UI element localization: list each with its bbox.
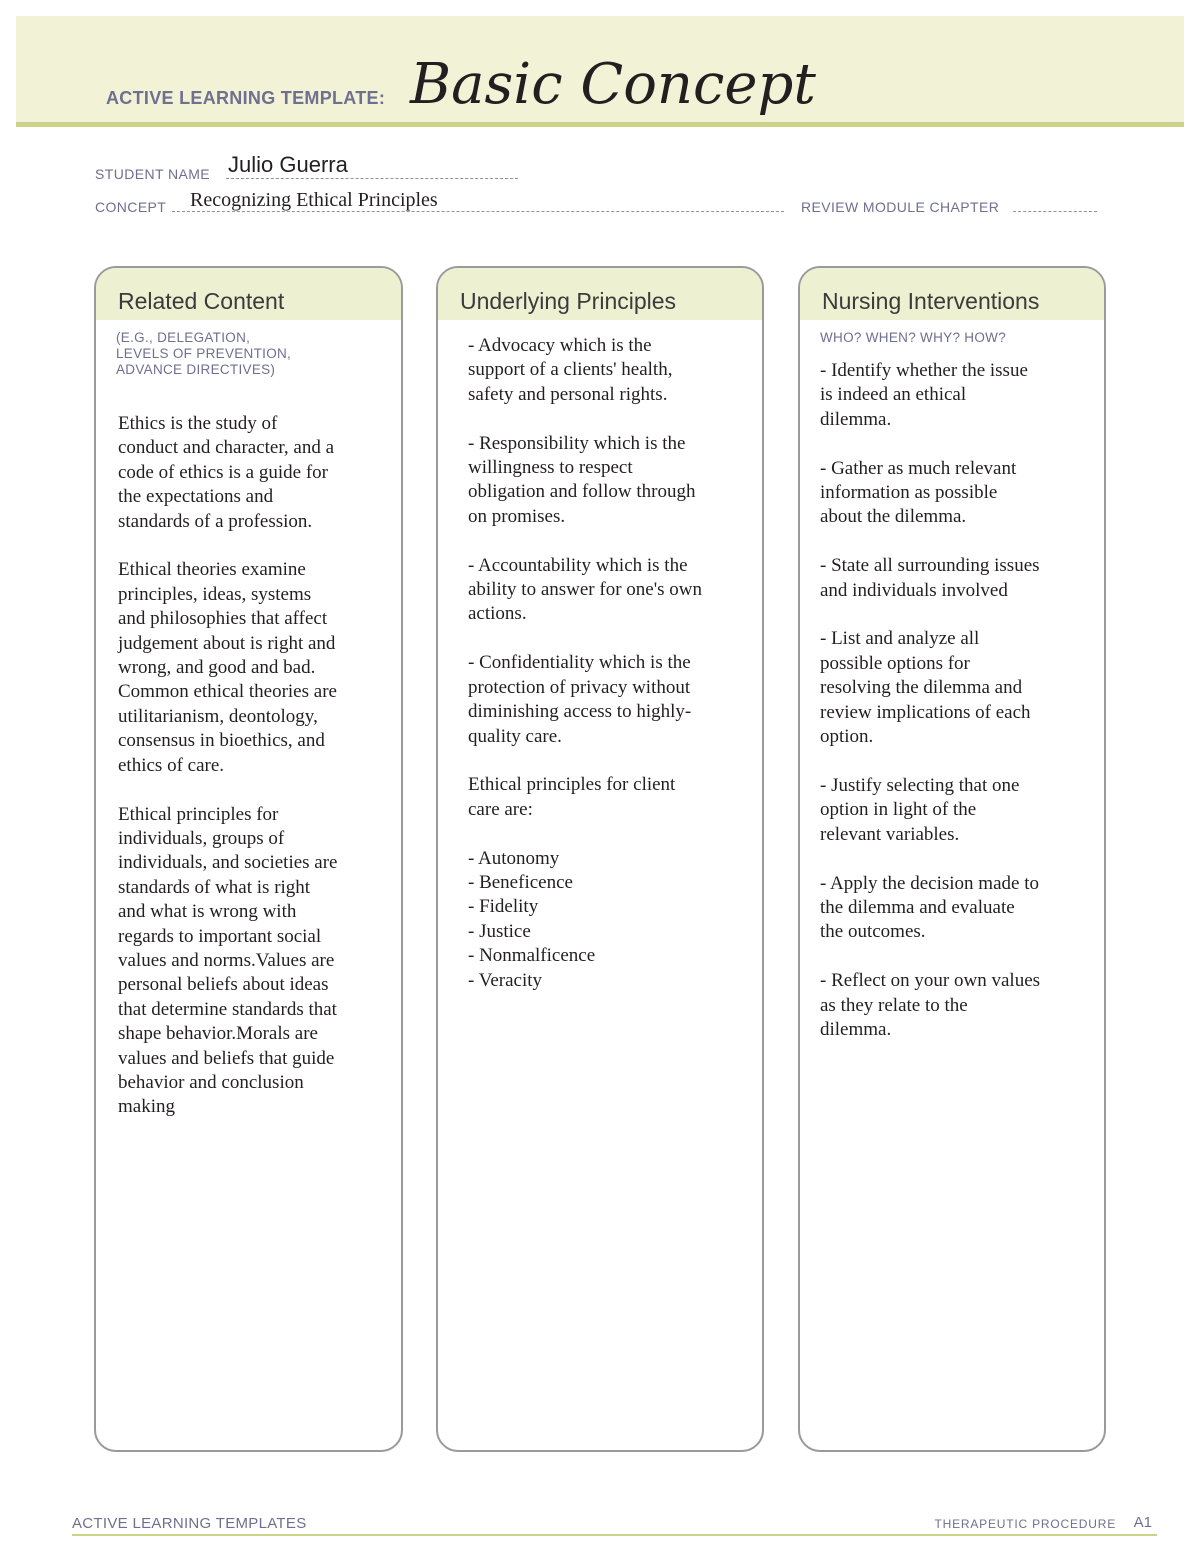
panel-subtitle: (E.G., DELEGATION, LEVELS OF PREVENTION, ADVANCE DIRECTIVES) bbox=[116, 330, 292, 377]
panel-subtitle: WHO? WHEN? WHY? HOW? bbox=[820, 330, 1007, 345]
nursing-interventions-panel bbox=[798, 266, 1106, 1452]
footer-page-number: A1 bbox=[1133, 1514, 1152, 1531]
panel-title: Nursing Interventions bbox=[822, 288, 1040, 314]
related-content-text[interactable]: Ethics is the study of conduct and character, and a code of ethics is a guide for the expectations and standards of a profession. Ethical theories examine principles, ideas, systems and philosophies that affect judgement about is right and wrong, and good and bad. Common ethical theories are utilitarianism, deontology, consensus in bioethics, and ethics of care. Ethical principles for individuals, groups of individuals, and societies are standards of what is right and what is wrong with regards to important social values and norms.Values are personal beliefs about ideas that determine standards that shape behavior.Morals are values and beliefs that guide behavior and conclusion making bbox=[118, 413, 338, 1118]
related-content-panel bbox=[94, 266, 403, 1452]
footer-section: THERAPEUTIC PROCEDURE bbox=[934, 1517, 1116, 1531]
student-name-line bbox=[226, 178, 518, 179]
student-name-field[interactable]: Julio Guerra bbox=[228, 152, 348, 177]
panel-title: Underlying Principles bbox=[460, 288, 677, 314]
review-module-label: REVIEW MODULE CHAPTER bbox=[801, 199, 1000, 215]
footer-rule bbox=[72, 1534, 1157, 1536]
underlying-principles-panel bbox=[436, 266, 764, 1452]
concept-label: CONCEPT bbox=[95, 199, 167, 215]
review-module-line bbox=[1013, 211, 1097, 212]
concept-field[interactable]: Recognizing Ethical Principles bbox=[190, 189, 438, 211]
footer-title: ACTIVE LEARNING TEMPLATES bbox=[72, 1515, 307, 1532]
nursing-interventions-text[interactable]: - Identify whether the issue is indeed an ethical dilemma. - Gather as much relevant information as possible about the dilemma. - State all surrounding issues and individuals involved - List and analyze all possible options for resolving the dilemma and review implications of each option. - Justify selecting that one option in light of the relevant variables. - Apply the decision made to the dilemma and evaluate the outcomes. - Reflect on your own values as they relate to the dilemma. bbox=[820, 360, 1041, 1040]
underlying-principles-text[interactable]: - Advocacy which is the support of a clients' health, safety and personal rights. - Responsibility which is the willingness to respect obligation and follow through on promises. - Accountability which is the ability to answer for one's own actions. - Confidentiality which is the protection of privacy without diminishing access to highly- quality care. Ethical principles for client care are: - Autonomy - Beneficence - Fidelity - Justice - Nonmalficence - Veracity bbox=[468, 335, 703, 991]
student-name-label: STUDENT NAME bbox=[95, 166, 210, 182]
template-label: ACTIVE LEARNING TEMPLATE: bbox=[106, 88, 386, 108]
panel-title: Related Content bbox=[118, 288, 285, 314]
page-title: Basic Concept bbox=[410, 52, 816, 117]
